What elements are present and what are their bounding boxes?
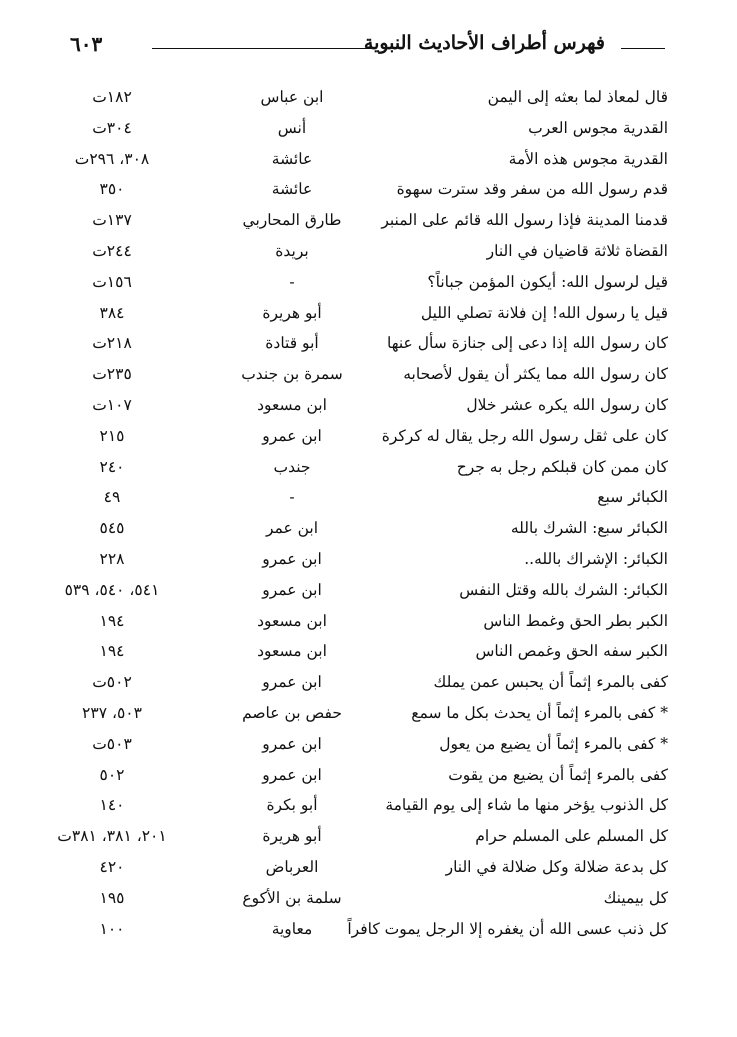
- page-number: ٦٠٣: [70, 32, 103, 56]
- narrator: ابن عمرو: [262, 734, 322, 753]
- page-reference: ٢٠١، ٣٨١، ٣٨١ت: [57, 827, 167, 846]
- hadith-text: كل ذنب عسى الله أن يغفره إلا الرجل يموت كافراً: [347, 919, 668, 938]
- narrator: ابن عمرو: [262, 549, 322, 568]
- index-entry: [0, 733, 737, 764]
- index-entry: [0, 117, 737, 148]
- header-rule-right: [621, 48, 665, 49]
- index-entry: [0, 918, 737, 949]
- page-title: فهرس أطراف الأحاديث النبوية: [363, 32, 605, 54]
- narrator: بريدة: [275, 241, 309, 260]
- page-reference: ٣٥٠: [99, 180, 125, 199]
- narrator: أبو قتادة: [265, 334, 319, 353]
- index-entry: [0, 209, 737, 240]
- page-reference: ٢١٨ت: [92, 334, 132, 353]
- page-reference: ٢٢٨: [99, 549, 125, 568]
- page-reference: ٥٤٥: [99, 519, 125, 538]
- narrator: ابن عمرو: [262, 426, 322, 445]
- hadith-text: * كفى بالمرء إثماً أن يضيع من يعول: [439, 734, 668, 753]
- index-entry: [0, 856, 737, 887]
- narrator: سمرة بن جندب: [241, 365, 343, 384]
- page-reference: ١٩٥: [99, 888, 125, 907]
- page-header: [70, 28, 665, 62]
- index-entry: [0, 456, 737, 487]
- narrator: ابن مسعود: [257, 642, 327, 661]
- index-entry: [0, 486, 737, 517]
- page-reference: ٢٣٥ت: [92, 365, 132, 384]
- index-entry: [0, 610, 737, 641]
- hadith-text: كان ممن كان قبلكم رجل به جرح: [456, 457, 668, 476]
- narrator: أبو هريرة: [262, 827, 322, 846]
- hadith-text: الكبائر: الشرك بالله وقتل النفس: [459, 580, 668, 599]
- hadith-text: القضاة ثلاثة قاضيان في النار: [486, 241, 668, 260]
- page-reference: ٣٠٤ت: [92, 118, 132, 137]
- narrator: ابن مسعود: [257, 611, 327, 630]
- page-reference: ١٠٧ت: [92, 395, 132, 414]
- narrator: ابن عباس: [260, 88, 324, 106]
- page-reference: ٥٠٢ت: [92, 673, 132, 692]
- hadith-text: الكبائر: الإشراك بالله..: [524, 549, 668, 568]
- narrator: جندب: [273, 457, 311, 476]
- index-entry: [0, 640, 737, 671]
- page-reference: ١٣٧ت: [92, 211, 132, 230]
- hadith-text: كان رسول الله إذا دعى إلى جنازة سأل عنها: [387, 334, 668, 353]
- index-entry: [0, 240, 737, 271]
- narrator: حفص بن عاصم: [242, 703, 342, 722]
- narrator: ابن عمرو: [262, 673, 322, 692]
- index-entry: [0, 671, 737, 702]
- page-reference: ٥٤١، ٥٤٠، ٥٣٩: [64, 580, 160, 599]
- hadith-text: القدرية مجوس العرب: [528, 118, 668, 137]
- hadith-text: الكبائر سبع: الشرك بالله: [510, 519, 668, 538]
- hadith-text: كل بيمينك: [603, 888, 668, 907]
- index-entry: [0, 794, 737, 825]
- index-entry: [0, 825, 737, 856]
- narrator: طارق المحاربي: [242, 211, 342, 230]
- narrator: أنس: [277, 118, 307, 137]
- hadith-text: القدرية مجوس هذه الأمة: [508, 149, 668, 168]
- page-reference: ٥٠٢: [99, 765, 125, 784]
- page-reference: ١٨٢ت: [92, 88, 132, 106]
- hadith-text: قيل يا رسول الله! إن فلانة تصلي الليل: [420, 303, 668, 322]
- hadith-text: قال لمعاذ لما بعثه إلى اليمن: [487, 88, 668, 106]
- page-reference: ١٩٤: [99, 611, 125, 630]
- page-reference: ٤٩: [103, 488, 121, 507]
- hadith-text: كان على ثقل رسول الله رجل يقال له كركرة: [381, 426, 668, 445]
- hadith-text: كفى بالمرء إثماً أن يضيع من يقوت: [448, 765, 668, 784]
- index-entry: [0, 702, 737, 733]
- narrator: ابن عمرو: [262, 765, 322, 784]
- index-entry: [0, 517, 737, 548]
- narrator: ابن عمر: [265, 519, 319, 538]
- narrator: أبو هريرة: [262, 303, 322, 322]
- narrator: -: [289, 272, 295, 291]
- index-entry: [0, 764, 737, 795]
- page-reference: ٥٠٣ت: [92, 734, 132, 753]
- narrator: ابن مسعود: [257, 395, 327, 414]
- page-reference: ٥٠٣، ٢٣٧: [82, 703, 142, 722]
- index-entry: [0, 394, 737, 425]
- page-reference: ٢٤٤ت: [92, 241, 132, 260]
- hadith-text: كل الذنوب يؤخر منها ما شاء إلى يوم القيامة: [385, 796, 668, 815]
- index-entry: [0, 332, 737, 363]
- index-entry: [0, 178, 737, 209]
- page-reference: ٣٠٨، ٢٩٦ت: [74, 149, 150, 168]
- index-entry: [0, 887, 737, 918]
- index-entry: [0, 579, 737, 610]
- hadith-text: الكبر بطر الحق وغمط الناس: [483, 611, 668, 630]
- narrator: سلمة بن الأكوع: [242, 888, 342, 907]
- index-entry: [0, 548, 737, 579]
- page-reference: ٢١٥: [99, 426, 125, 445]
- index-entry: [0, 271, 737, 302]
- narrator: العرباض: [265, 857, 319, 876]
- hadith-text: الكبر سفه الحق وغمص الناس: [475, 642, 668, 661]
- index-entry: [0, 86, 737, 117]
- hadith-text: الكبائر سبع: [597, 488, 668, 507]
- header-rule-middle: [152, 48, 375, 49]
- narrator: معاوية: [271, 919, 313, 938]
- hadith-text: كفى بالمرء إثماً أن يحبس عمن يملك: [433, 673, 668, 692]
- hadith-text: كل المسلم على المسلم حرام: [475, 827, 668, 846]
- hadith-text: قيل لرسول الله: أيكون المؤمن جباناً؟: [427, 272, 668, 291]
- hadith-text: * كفى بالمرء إثماً أن يحدث بكل ما سمع: [411, 703, 668, 722]
- hadith-text: قدم رسول الله من سفر وقد سترت سهوة: [396, 180, 668, 199]
- page-reference: ١٩٤: [99, 642, 125, 661]
- page-reference: ٢٤٠: [99, 457, 125, 476]
- index-entry: [0, 302, 737, 333]
- page-reference: ١٠٠: [99, 919, 125, 938]
- hadith-index-list: [0, 86, 737, 948]
- hadith-text: كل بدعة ضلالة وكل ضلالة في النار: [445, 857, 668, 876]
- narrator: أبو بكرة: [266, 796, 318, 815]
- hadith-text: كان رسول الله مما يكثر أن يقول لأصحابه: [403, 365, 668, 384]
- narrator: -: [289, 488, 295, 507]
- narrator: عائشة: [271, 180, 313, 199]
- index-entry: [0, 363, 737, 394]
- hadith-text: كان رسول الله يكره عشر خلال: [466, 395, 668, 414]
- narrator: ابن عمرو: [262, 580, 322, 599]
- page-reference: ٤٢٠: [99, 857, 125, 876]
- page-reference: ١٤٠: [99, 796, 125, 815]
- index-entry: [0, 148, 737, 179]
- page-reference: ١٥٦ت: [92, 272, 132, 291]
- hadith-text: قدمنا المدينة فإذا رسول الله قائم على المنبر: [381, 211, 668, 230]
- page-reference: ٣٨٤: [99, 303, 125, 322]
- index-entry: [0, 425, 737, 456]
- narrator: عائشة: [271, 149, 313, 168]
